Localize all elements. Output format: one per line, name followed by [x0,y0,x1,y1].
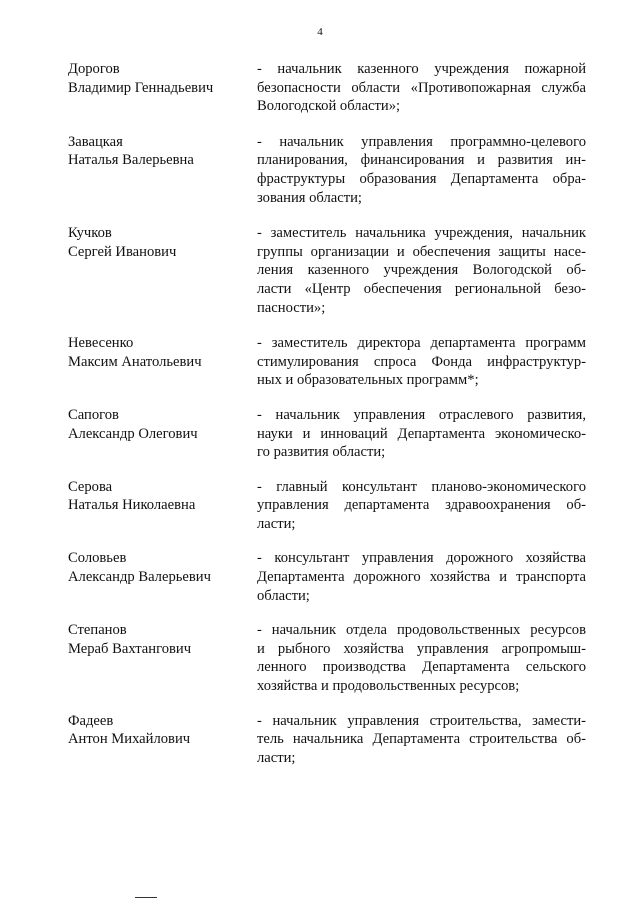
member-surname: Невесенко [68,335,134,352]
position-line: ления казенного учреждения Вологодской об- [257,262,586,279]
position-line: зования области; [257,189,362,206]
member-surname: Фадеев [68,712,114,729]
member-name [68,406,257,462]
member-given-names: Наталья Валерьевна [68,152,194,169]
position-line: ласти; [257,749,296,766]
position-line: ласти; [257,515,296,532]
member-position [257,712,586,768]
footer-rule [135,897,157,898]
position-line: области; [257,587,310,604]
position-line: - начальник управления программно-целевого [257,133,586,150]
position-line: - консультант управления дорожного хозяйства [257,550,586,567]
member-entry [68,621,586,695]
member-list [68,60,586,767]
member-name [68,334,257,390]
member-entry [68,224,586,317]
member-given-names: Александр Валерьевич [68,569,211,586]
member-position [257,549,586,605]
position-line: - заместитель директора департамента программ [257,335,586,352]
member-surname: Дорогов [68,61,120,77]
position-line: ленного производства Департамента сельского [257,659,586,676]
member-surname: Завацкая [68,133,123,150]
member-given-names: Александр Олегович [68,425,198,442]
position-line: ласти «Центр обеспечения региональной безо- [257,280,586,297]
position-line: - главный консультант планово-экономического [257,478,586,495]
position-line: науки и инноваций Департамента экономическо- [257,425,586,442]
position-line: - начальник управления строительства, замести- [257,712,586,729]
member-position [257,621,586,695]
member-surname: Серова [68,478,113,495]
member-given-names: Владимир Геннадьевич [68,79,214,96]
member-entry [68,712,586,768]
member-name [68,224,257,317]
member-entry [68,478,586,534]
member-given-names: Максим Анатольевич [68,353,202,370]
member-position [257,133,586,207]
position-line: стимулирования спроса Фонда инфраструктур- [257,353,586,370]
page-number: 4 [317,26,323,38]
position-line: ных и образовательных программ*; [257,372,479,389]
member-name [68,60,257,116]
position-line: хозяйства и продовольственных ресурсов; [257,678,520,695]
member-surname: Соловьев [68,550,127,567]
position-line: тель начальника Департамента строительства об- [257,731,586,748]
position-line: планирования, финансирования и развития ин- [257,152,586,169]
member-given-names: Сергей Иванович [68,243,177,260]
position-line: - начальник управления отраслевого развития, [257,406,586,423]
member-position [257,478,586,534]
position-line: фраструктуры образования Департамента обра- [257,170,586,187]
position-line: группы организации и обеспечения защиты насе- [257,243,586,260]
position-line: - начальник казенного учреждения пожарной [257,61,586,77]
position-line: безопасности области «Противопожарная служба [257,79,586,96]
member-name [68,621,257,695]
position-line: - заместитель начальника учреждения, начальник [257,225,586,242]
member-name [68,133,257,207]
member-surname: Кучков [68,225,112,242]
member-position [257,334,586,390]
member-entry [68,334,586,390]
member-entry [68,60,586,116]
member-entry [68,133,586,207]
member-position [257,224,586,317]
member-position [257,406,586,462]
position-line: и рыбного хозяйства управления агропромыш- [257,640,586,657]
member-name [68,478,257,534]
member-position [257,60,586,116]
member-entry [68,406,586,462]
member-given-names: Антон Михайлович [68,731,191,748]
member-entry [68,549,586,605]
position-line: управления департамента здравоохранения об- [257,497,586,514]
position-line: го развития области; [257,444,386,461]
position-line: - начальник отдела продовольственных ресурсов [257,622,586,639]
member-surname: Сапогов [68,406,119,423]
member-name [68,549,257,605]
position-line: Вологодской области»; [257,98,401,115]
member-given-names: Наталья Николаевна [68,497,196,514]
position-line: пасности»; [257,299,326,316]
member-given-names: Мераб Вахтангович [68,640,192,657]
position-line: Департамента дорожного хозяйства и транспорта [257,569,586,586]
member-surname: Степанов [68,622,127,639]
member-name [68,712,257,768]
